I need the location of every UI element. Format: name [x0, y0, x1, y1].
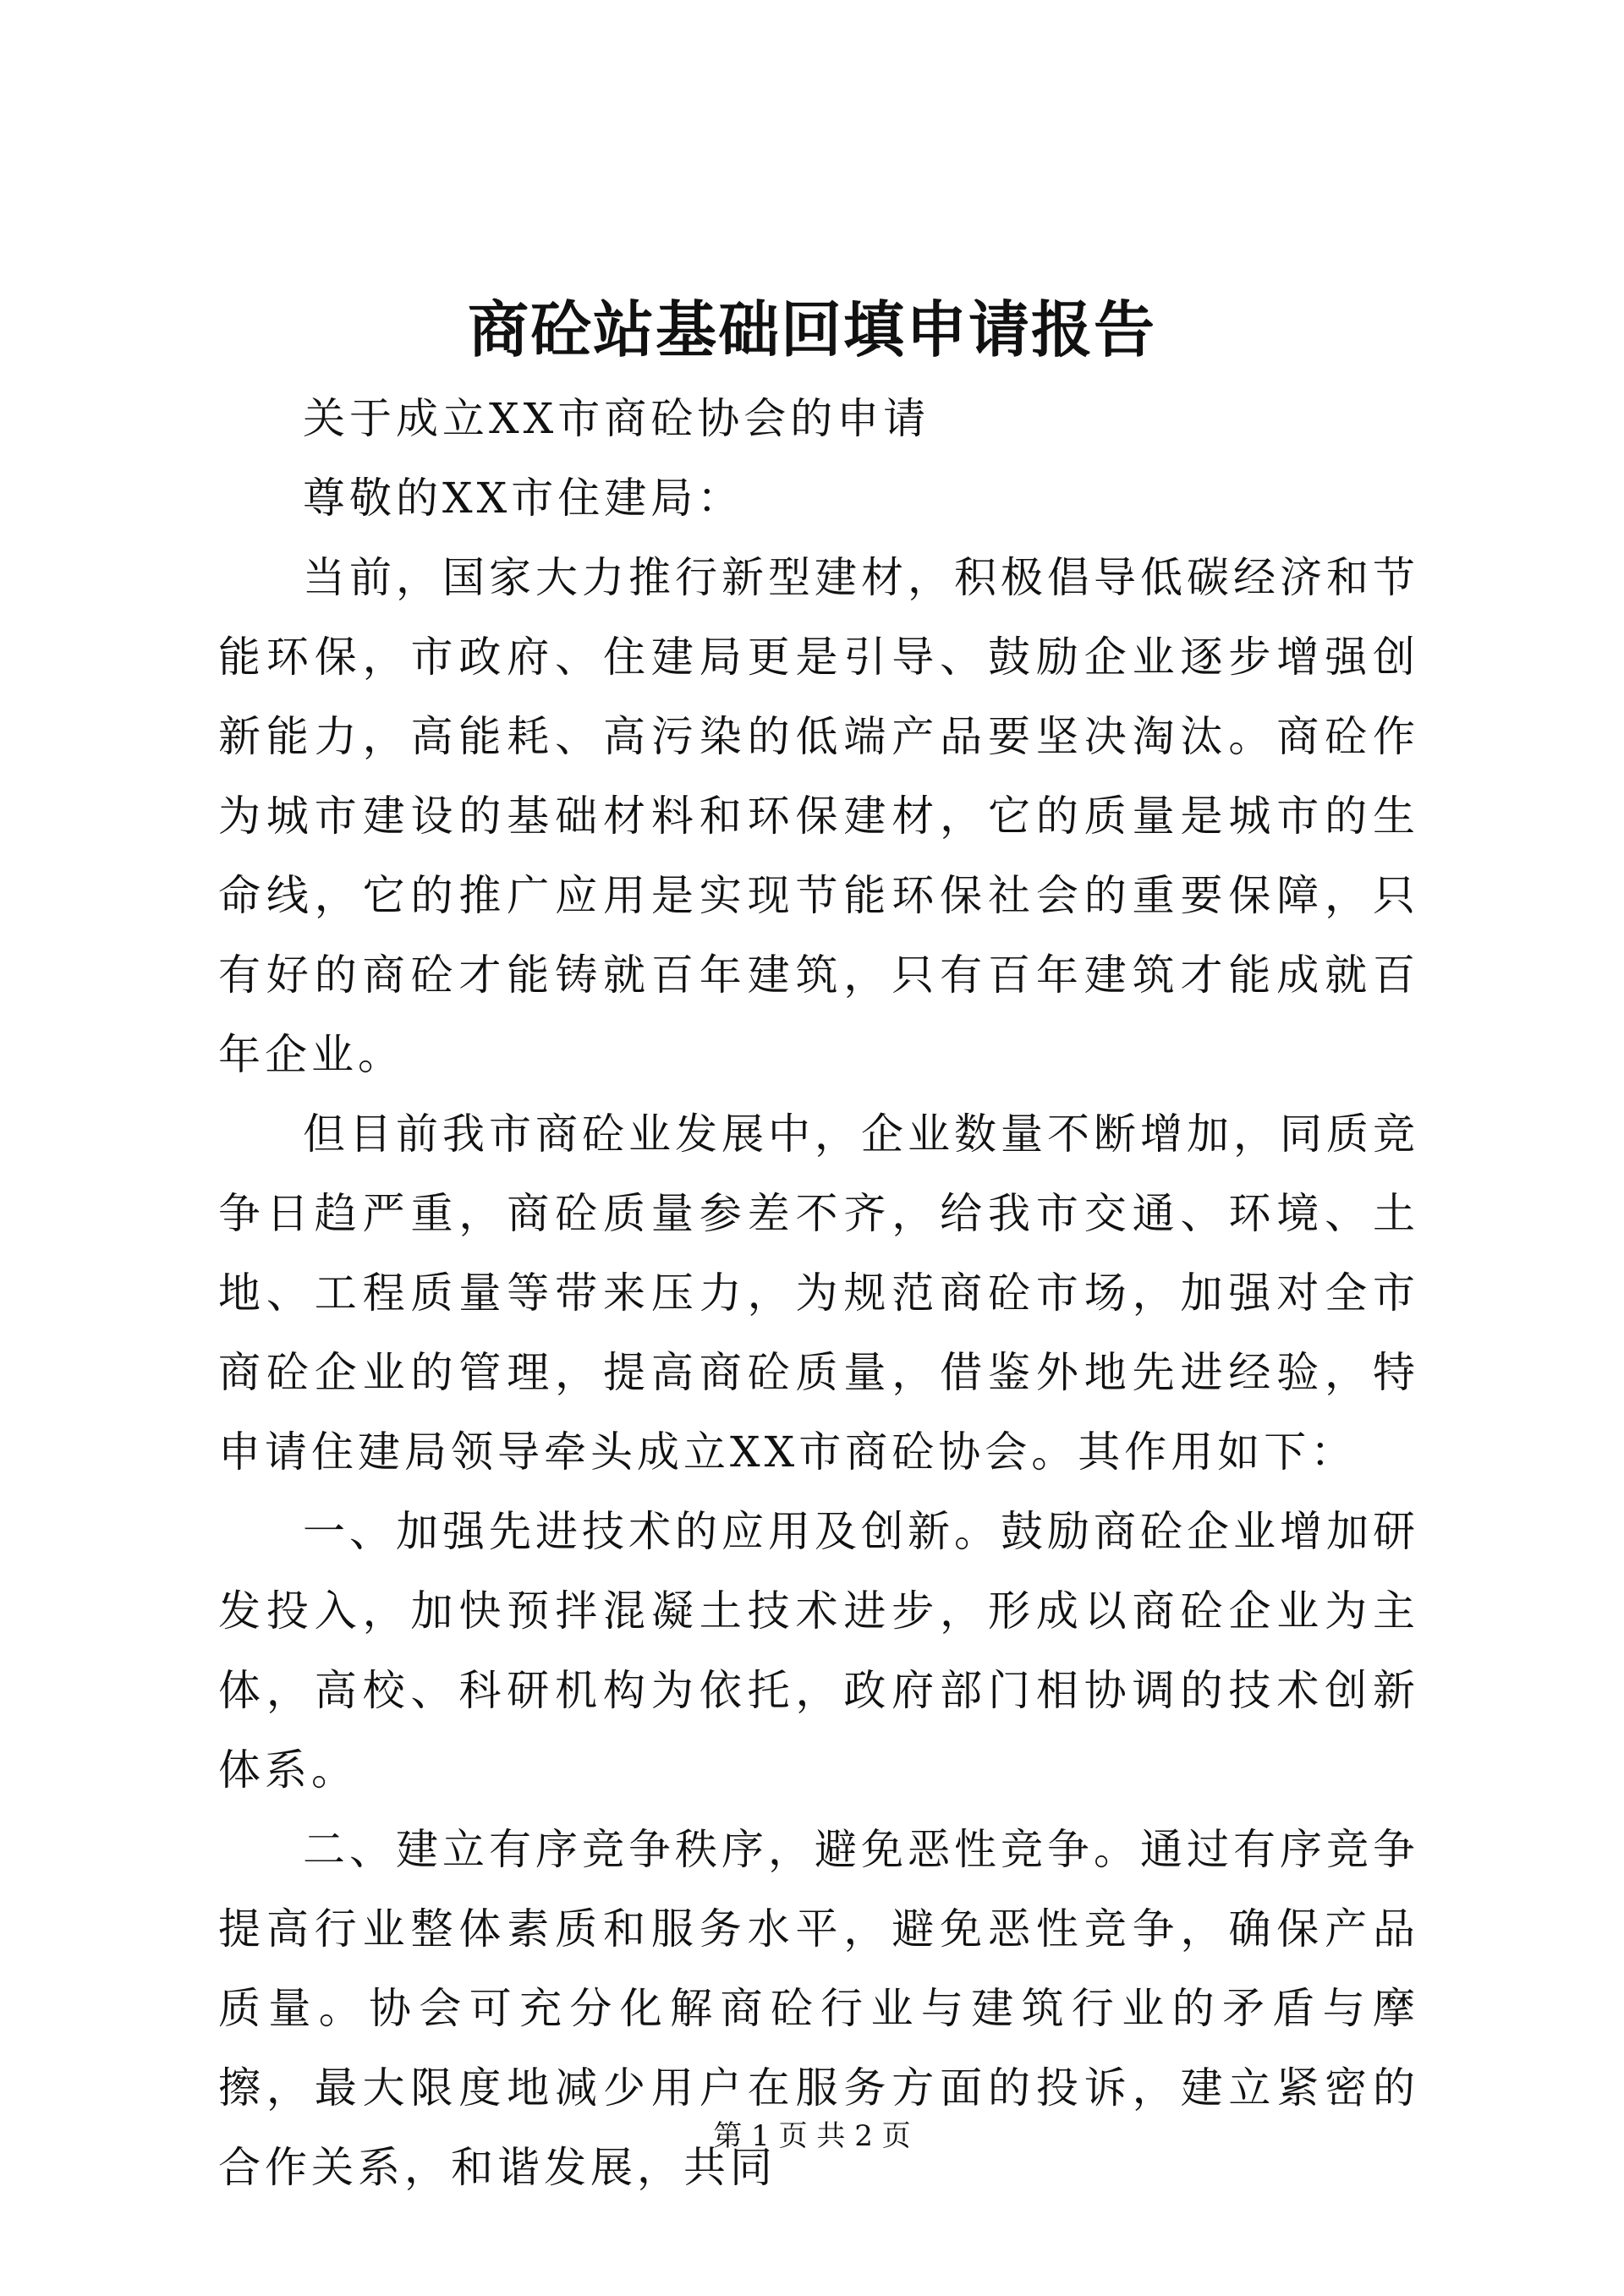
page-number-footer: 第 1 页 共 2 页	[713, 2119, 911, 2153]
paragraph-point-two: 二、建立有序竞争秩序，避免恶性竞争。通过有序竞争提高行业整体素质和服务水平，避免恶性竞争，确保产品质量。协会可充分化解商砼行业与建筑行业的矛盾与摩擦，最大限度地减少用户在服务方面的投诉，建立紧密的合作关系，和谐发展，共同	[218, 1825, 1419, 2192]
paragraph-request: 但目前我市商砼业发展中，企业数量不断增加，同质竞争日趋严重，商砼质量参差不齐，给我市交通、环境、土地、工程质量等带来压力，为规范商砼市场，加强对全市商砼企业的管理，提高商砼质量，借鉴外地先进经验，特申请住建局领导牵头成立XX市商砼协会。其作用如下：	[218, 1110, 1419, 1477]
paragraph-subject: 关于成立XX市商砼协会的申请	[303, 394, 930, 443]
document-body	[218, 379, 1419, 2207]
paragraph-point-one: 一、加强先进技术的应用及创新。鼓励商砼企业增加研发投入，加快预拌混凝土技术进步，形成以商砼企业为主体，高校、科研机构为依托，政府部门相协调的技术创新体系。	[218, 1507, 1419, 1795]
paragraph-salutation: 尊敬的XX市住建局：	[303, 474, 744, 523]
document-title: 商砼站基础回填申请报告	[467, 293, 1156, 365]
paragraph-background: 当前，国家大力推行新型建材，积极倡导低碳经济和节能环保，市政府、住建局更是引导、鼓励企业逐步增强创新能力，高能耗、高污染的低端产品要坚决淘汰。商砼作为城市建设的基础材料和环保建材，它的质量是城市的生命线，它的推广应用是实现节能环保社会的重要保障，只有好的商砼才能铸就百年建筑，只有百年建筑才能成就百年企业。	[218, 553, 1419, 1079]
